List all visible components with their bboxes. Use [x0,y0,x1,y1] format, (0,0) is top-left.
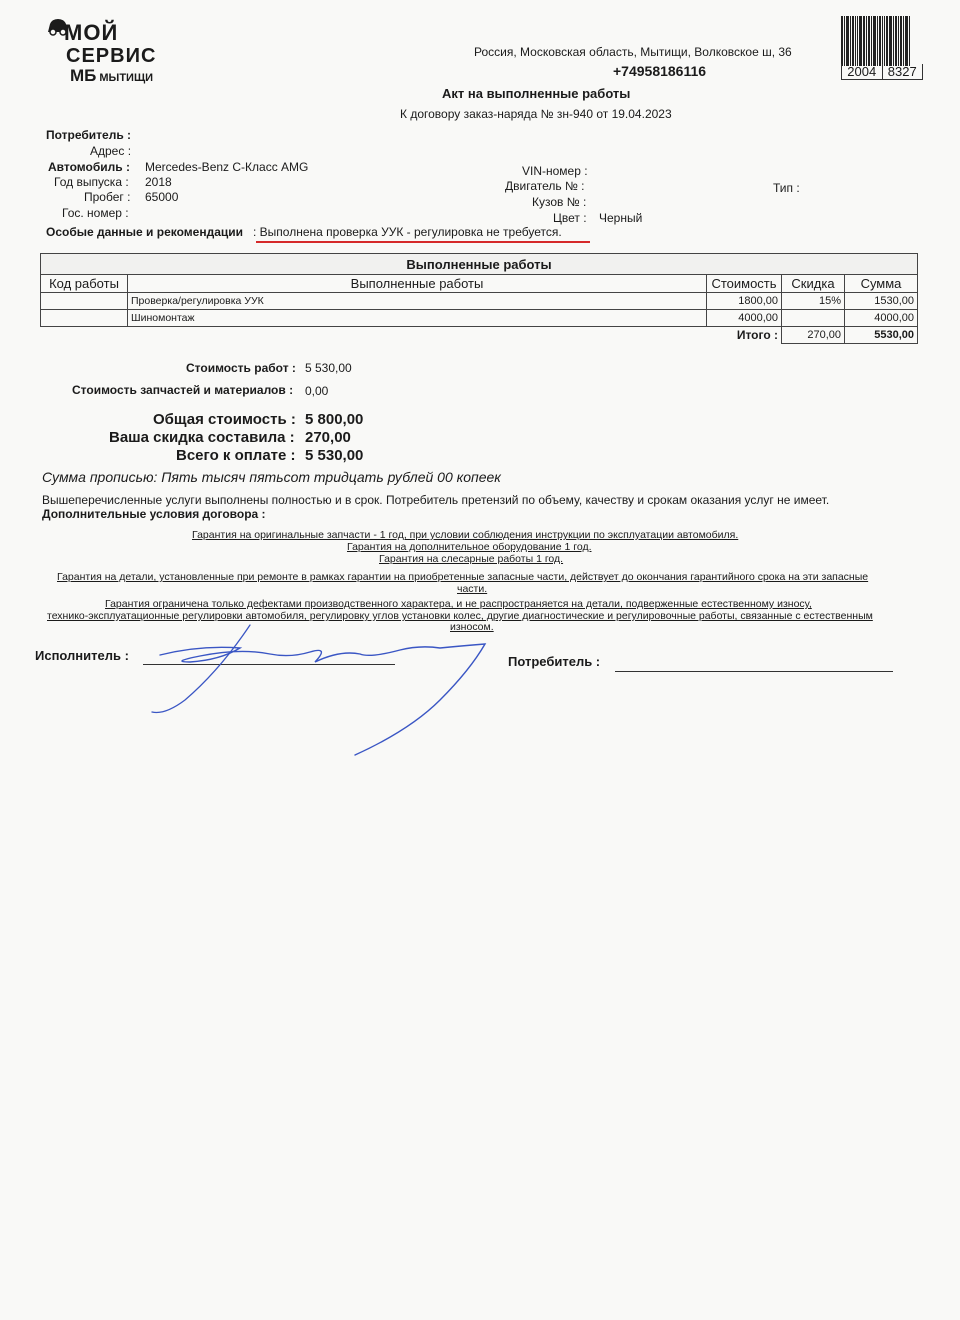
col-sum-header: Сумма [845,275,918,293]
vin-label: VIN-номер : [522,164,588,178]
company-logo [44,14,174,84]
conditions-label: Дополнительные условия договора : [42,507,266,521]
condition-line: Гарантия на детали, установленные при ремонте в рамках гарантии на приобретенные запасные части, действует до окончания гарантийного срока на эти запасные [57,571,869,583]
executor-label: Исполнитель : [35,648,129,663]
condition-line: Гарантия на оригинальные запчасти - 1 год, при условии соблюдения инструкции по эксплуатации автомобиля. [192,529,739,541]
works-header-row [41,275,918,293]
to-pay-value: 5 530,00 [305,447,364,464]
col-name-header: Выполненные работы [128,275,707,293]
consumer-signature-line [615,671,893,672]
condition-line: износом. [450,621,494,633]
handwritten-signature [140,610,520,760]
consumer-label: Потребитель : [46,128,132,142]
parts-cost-value: 0,00 [305,384,329,398]
engine-label: Двигатель № : [505,179,585,193]
plate-label: Гос. номер : [62,206,129,220]
discount-label: Ваша скидка составила : [109,429,295,446]
works-cost-label: Стоимость работ : [186,361,296,375]
car-value: Mercedes-Benz C-Класс AMG [145,160,309,174]
barcode-number: 2004 8327 [841,64,923,80]
statement: Вышеперечисленные услуги выполнены полностью и в срок. Потребитель претензий по объему, качеству и срокам оказания услуг не имеет. [42,493,830,507]
condition-line: Гарантия на слесарные работы 1 год. [379,553,564,565]
condition-line: технико-эксплуатационные регулировки автомобиля, регулировку углов установки колес, другие диагностические и регулировочные работы, связанные с естественным [47,610,873,622]
logo-line3: МБ МЫТИЩИ [70,66,154,85]
barcode [841,16,921,66]
red-underline [256,241,590,243]
totals-row: Итого : 270,00 5530,00 [41,327,918,344]
col-code-header: Код работы [41,275,128,293]
company-address: Россия, Московская область, Мытищи, Волковское ш, 36 [474,45,792,59]
total-cost-value: 5 800,00 [305,411,364,428]
works-table [40,253,918,344]
table-row: Проверка/регулировка УУК 1800,00 15% 1530,00 [41,293,918,310]
year-value: 2018 [145,175,172,189]
logo-line2: СЕРВИС [66,45,157,67]
car-label: Автомобиль : [48,160,130,174]
works-section-title: Выполненные работы [41,254,918,275]
document-title: Акт на выполненные работы [442,86,631,101]
mileage-value: 65000 [145,190,179,204]
col-cost-header: Стоимость [707,275,782,293]
logo-line1: МОЙ [64,20,119,45]
document-subtitle: К договору заказ-наряда № зн-940 от 19.04.2023 [400,107,672,121]
color-value: Черный [599,211,643,225]
body-label: Кузов № : [532,195,587,209]
works-cost-value: 5 530,00 [305,361,352,375]
special-label: Особые данные и рекомендации [46,225,244,239]
condition-line: Гарантия на дополнительное оборудование 1 год. [347,541,592,553]
type-label: Тип : [773,181,800,195]
to-pay-label: Всего к оплате : [176,447,296,464]
table-row: Шиномонтаж 4000,00 4000,00 [41,310,918,327]
col-discount-header: Скидка [782,275,845,293]
special-value: : Выполнена проверка УУК - регулировка не требуется. [253,225,562,239]
consumer-signature-label: Потребитель : [508,654,601,669]
condition-line: части. [457,583,488,595]
amount-in-words: Сумма прописью: Пять тысяч пятьсот тридцать рублей 00 копеек [42,469,501,485]
total-cost-label: Общая стоимость : [153,411,296,428]
color-label: Цвет : [553,211,587,225]
condition-line: Гарантия ограничена только дефектами производственного характера, и не распространяется на детали, подверженные естественному износу, [105,598,812,610]
discount-value: 270,00 [305,429,351,446]
year-label: Год выпуска : [54,175,129,189]
parts-cost-label: Стоимость запчастей и материалов : [72,383,294,397]
mileage-label: Пробег : [84,190,131,204]
company-phone: +74958186116 [613,63,707,79]
address-label: Адрес : [90,144,132,158]
